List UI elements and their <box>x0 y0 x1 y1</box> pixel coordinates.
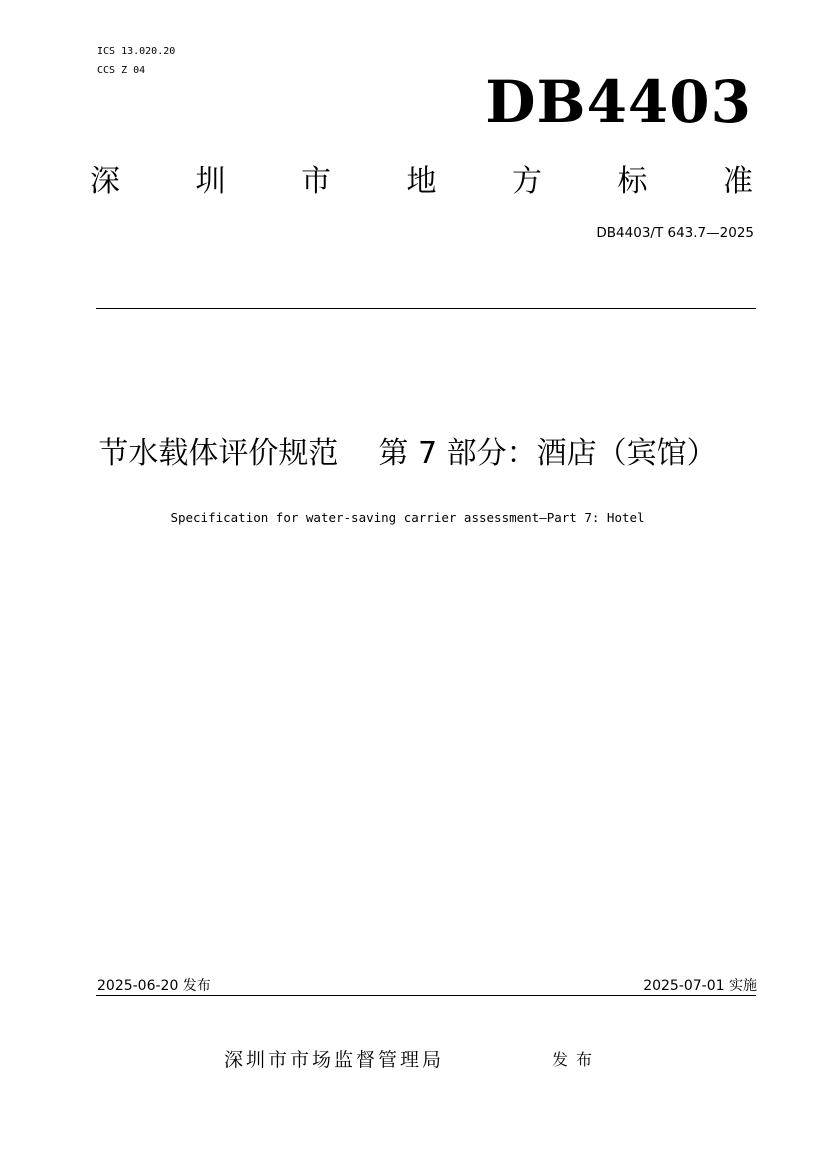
standard-number: DB4403/T 643.7—2025 <box>596 225 754 241</box>
issue-label: 发布 <box>552 1050 601 1069</box>
standard-type-heading <box>90 160 753 204</box>
standard-type-char: 准 <box>723 164 753 199</box>
chinese-title <box>0 432 815 476</box>
chinese-title-part: 第 7 部分：酒店（宾馆） <box>378 436 717 471</box>
standard-type-char: 市 <box>301 164 331 199</box>
publish-date: 2025-06-20 发布 <box>97 978 211 994</box>
header-divider <box>96 308 756 309</box>
ccs-code: CCS Z 04 <box>97 65 146 76</box>
implementation-date: 2025-07-01 实施 <box>643 978 757 994</box>
standard-type-char: 地 <box>406 164 437 199</box>
standard-type-char: 方 <box>512 164 542 199</box>
footer-divider <box>96 995 756 996</box>
english-title: Specification for water-saving carrier assessment—Part 7: Hotel <box>170 510 645 525</box>
standard-type-char: 深 <box>90 164 120 199</box>
issuing-authority: 深圳市市场监督管理局 <box>224 1049 445 1071</box>
classification-codes <box>97 42 175 80</box>
standard-type-char: 圳 <box>195 164 226 199</box>
ics-code: ICS 13.020.20 <box>97 46 176 57</box>
local-standard-code: DB4403 <box>485 68 752 136</box>
chinese-title-main: 节水载体评价规范 <box>98 436 339 471</box>
standard-type-char: 标 <box>617 164 648 199</box>
